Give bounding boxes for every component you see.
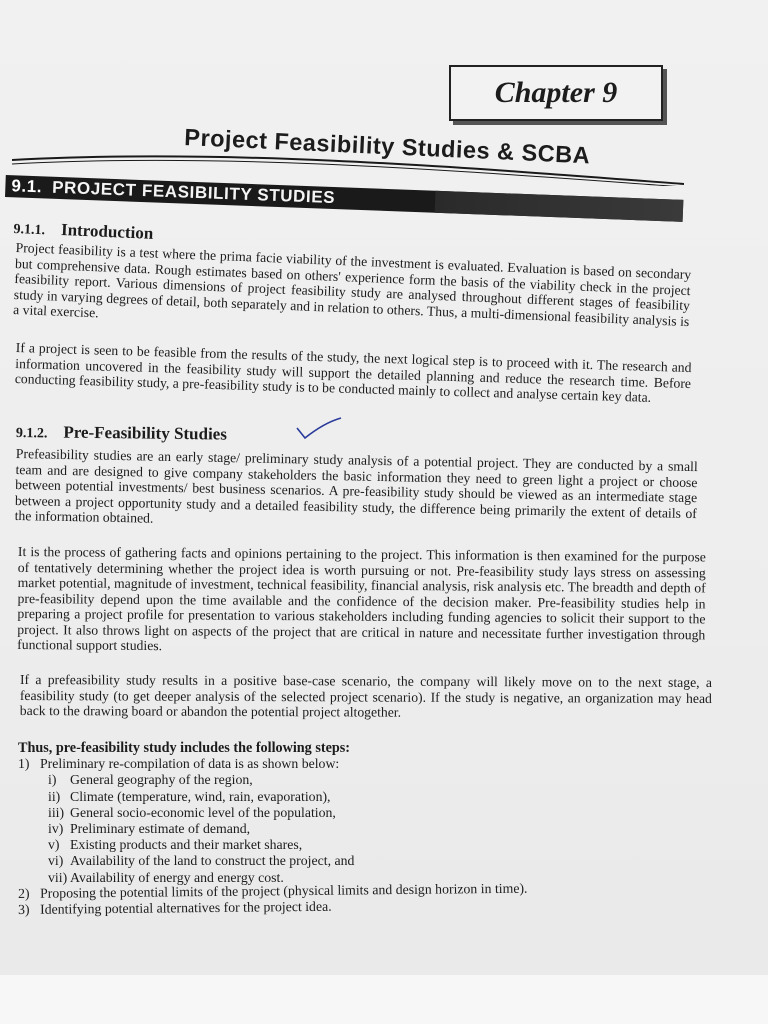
list-item: 1) Preliminary re-compilation of data is as shown below:: [18, 756, 340, 772]
list-item: vi) Availability of the land to construct the project, and: [48, 853, 355, 869]
list-item: 3) Identifying potential alternatives for the project idea.: [18, 898, 332, 918]
prefeasibility-number: 9.1.2.: [15, 425, 48, 442]
intro-heading-text: Introduction: [60, 219, 154, 243]
prefeasibility-paragraph-1: Prefeasibility studies are an early stage/ preliminary study analysis of a potential project. They are conducted by a small team and are designed to give company stakeholders the basic information they need to green light a project or choose between potential investments/ best business scenarios. A pre-feasibility study should be viewed as an intermediate stage between a project opportunity study and a detailed feasibility study, the difference being primarily the extent of details of the information obtained.: [14, 446, 698, 526]
page-bottom-margin: [0, 975, 768, 1024]
prefeasibility-paragraph-2: It is the process of gathering facts and opinions pertaining to the project. This information is then examined for the purpose of tentatively determining whether the project idea is worth pursuing or not. Pre-feasibility study lays stress on assessing market potential, magnitude of investment, technical feasibility, financial analysis, risk analysis etc. The breadth and depth of pre-feasibility depend upon the time available and the confidence of the decision maker. Pre-feasibility studies help in preparing a project profile for presentation to various stakeholders including funding agencies to solicit their support to the project. It also throws light on aspects of the project that are critical in nature and necessitate further investigation through functional support studies.: [17, 544, 706, 654]
list-item: iii) General socio-economic level of the population,: [48, 804, 336, 820]
prefeasibility-paragraph-3: If a prefeasibility study results in a positive base-case scenario, the company will likely move on to the next stage, a feasibility study (to get deeper analysis of the selected project scenario). If the study is negative, an organization may head back to the drawing board or abandon the potential project altogether.: [19, 672, 712, 720]
steps-title: Thus, pre-feasibility study includes the following steps:: [18, 740, 351, 756]
chapter-title: Project Feasibility Studies & SCBA: [183, 124, 591, 169]
list-item: ii) Climate (temperature, wind, rain, evaporation),: [48, 788, 331, 804]
pen-tick-mark: [295, 416, 345, 442]
section-banner-text: [11, 175, 336, 209]
list-item: v) Existing products and their market shares,: [48, 837, 303, 853]
prefeasibility-heading: [16, 422, 227, 445]
section-banner-tail: [435, 191, 684, 222]
list-item: 2) Proposing the potential limits of the project (physical limits and design horizon in time).: [18, 880, 528, 901]
intro-paragraph-2: If a project is seen to be feasible from the results of the study, the next logical step is to proceed with it. The research and information uncovered in the feasibility study will support the detailed planning and reduce the research time. Before conducting feasibility study, a pre-feasibility study is to be conducted mainly to collect and analyse certain key data.: [14, 340, 692, 405]
list-item: iv) Preliminary estimate of demand,: [48, 821, 251, 837]
prefeasibility-heading-text: Pre-Feasibility Studies: [63, 422, 228, 444]
intro-number: 9.1.1.: [13, 221, 46, 239]
intro-paragraph-1: Project feasibility is a test where the prima facie viability of the investment is evaluated. Evaluation is based on secondary but comprehensive data. Rough estimates based on others' experience form the basis of the viability check in the project feasibility report. Various dimensions of project feasibility study are analysed throughout different stages of feasibility study in varying degrees of detail, both separately and in relation to others. Thus, a multi-dimensional feasibility analysis is a vital exercise.: [12, 240, 692, 329]
steps-list: [18, 740, 658, 918]
list-item: vii) Availability of energy and energy cost.: [48, 869, 284, 885]
section-number: 9.1.: [11, 176, 43, 197]
list-item: i) General geography of the region,: [48, 772, 253, 788]
section-title: PROJECT FEASIBILITY STUDIES: [51, 177, 336, 208]
chapter-label: Chapter 9: [449, 65, 663, 121]
